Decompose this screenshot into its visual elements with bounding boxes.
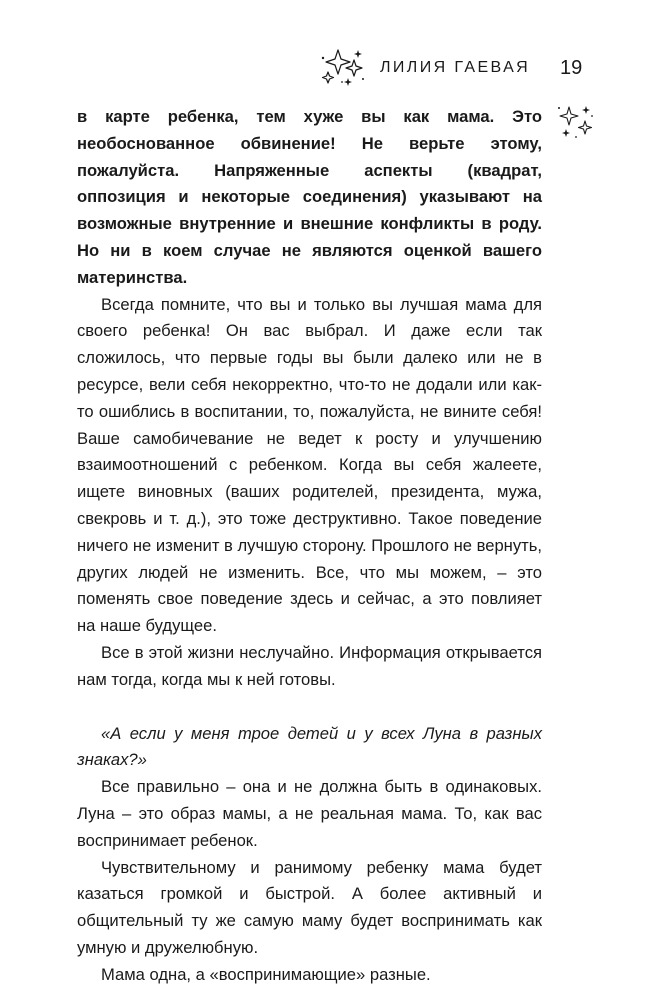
paragraph: Все в этой жизни неслучайно. Информация открывается нам тогда, когда мы к ней готовы. bbox=[77, 642, 542, 689]
author-name: ЛИЛИЯ ГАЕВАЯ bbox=[380, 59, 531, 76]
stars-icon bbox=[318, 46, 366, 86]
paragraph: Мама одна, а «воспринимающие» разные. bbox=[101, 964, 431, 984]
running-header bbox=[0, 44, 645, 94]
page-number: 19 bbox=[560, 57, 583, 79]
stars-icon bbox=[556, 104, 594, 140]
paragraph: Все правильно – она и не должна быть в одинаковых. Луна – это образ мамы, а не реальная мама. То, как вас воспринимает ребенок. bbox=[77, 777, 542, 850]
page-body bbox=[77, 104, 542, 989]
paragraph: Чувствительному и ранимому ребенку мама будет казаться громкой и быстрой. А более активный и общительный ту же самую маму будет воспринимать как умную и дружелюбную. bbox=[77, 857, 542, 957]
quote-question: «А если у меня трое детей и у всех Луна в разных знаках?» bbox=[77, 723, 542, 770]
bold-paragraph: в карте ребенка, тем хуже вы как мама. Это необоснованное обвинение! Не верьте этому, пожалуйста. Напряженные аспекты (квадрат, оппозиция и некоторые соединения) указывают на возможные внутренние и внешние конфликты в роду. Но ни в коем случае не являются оценкой вашего материнства. bbox=[77, 107, 542, 287]
spacer bbox=[77, 694, 542, 721]
paragraph: Всегда помните, что вы и только вы лучшая мама для своего ребенка! Он вас выбрал. И даже если так сложилось, что первые годы вы были далеко или не в ресурсе, вели себя некорректно, что-то не додали или как-то ошиблись в воспитании, то, пожалуйста, не вините себя! Ваше самобичевание не ведет к росту и улучшению взаимоотношений с ребенком. Когда вы себя жалеете, ищете виновных (ваших родителей, президента, мужа, свекровь и т. д.), это тоже деструктивно. Такое поведение ничего не изменит в лучшую сторону. Прошлого не вернуть, других людей не изменить. Все, что мы можем, – это поменять свое поведение здесь и сейчас, а это повлияет на наше будущее. bbox=[77, 294, 542, 636]
